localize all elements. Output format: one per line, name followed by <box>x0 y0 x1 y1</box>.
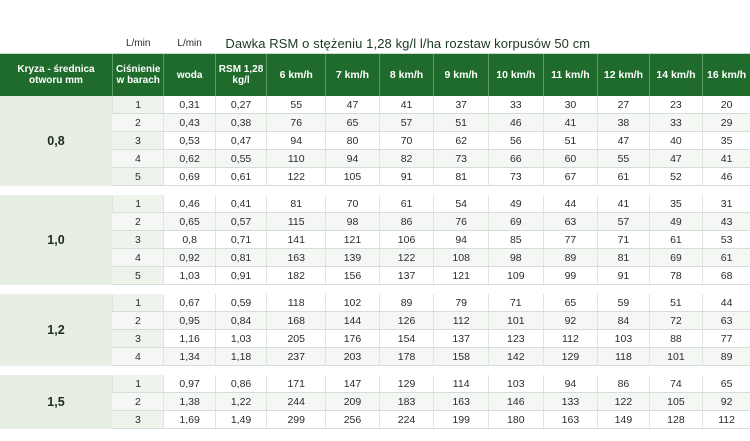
dose-cell: 77 <box>543 231 598 249</box>
dose-cell: 94 <box>434 231 489 249</box>
dose-cell: 73 <box>488 168 543 186</box>
dose-cell: 121 <box>326 231 380 249</box>
water-cell: 0,31 <box>164 96 215 114</box>
table-row <box>0 96 750 114</box>
rsm-cell: 0,86 <box>215 375 266 393</box>
dose-cell: 30 <box>543 96 598 114</box>
rsm-cell: 0,41 <box>215 195 266 213</box>
dose-cell: 237 <box>267 348 326 366</box>
dose-cell: 98 <box>488 249 543 267</box>
table-row <box>0 330 750 348</box>
dose-cell: 61 <box>598 168 649 186</box>
rsm-cell: 0,55 <box>215 150 266 168</box>
dose-cell: 74 <box>649 375 703 393</box>
rsm-cell: 0,59 <box>215 294 266 312</box>
dose-cell: 115 <box>267 213 326 231</box>
header-speed: 16 km/h <box>703 54 750 97</box>
dose-cell: 63 <box>543 213 598 231</box>
dose-cell: 76 <box>267 114 326 132</box>
dose-cell: 31 <box>703 195 750 213</box>
dose-cell: 94 <box>543 375 598 393</box>
water-cell: 0,65 <box>164 213 215 231</box>
header-speed: 7 km/h <box>326 54 380 97</box>
dose-cell: 114 <box>434 375 489 393</box>
pressure-cell: 3 <box>112 132 163 150</box>
water-cell: 0,8 <box>164 231 215 249</box>
header-row <box>0 54 750 97</box>
dose-cell: 94 <box>326 150 380 168</box>
dosage-table <box>0 33 750 429</box>
rsm-cell: 1,49 <box>215 411 266 429</box>
dose-cell: 178 <box>379 348 434 366</box>
dose-cell: 77 <box>703 330 750 348</box>
dose-cell: 79 <box>434 294 489 312</box>
water-cell: 0,92 <box>164 249 215 267</box>
dose-cell: 41 <box>703 150 750 168</box>
rsm-cell: 0,84 <box>215 312 266 330</box>
table-row <box>0 132 750 150</box>
dose-cell: 46 <box>703 168 750 186</box>
dose-cell: 65 <box>326 114 380 132</box>
table-row <box>0 411 750 429</box>
rsm-cell: 0,27 <box>215 96 266 114</box>
group-separator <box>0 366 750 376</box>
dose-cell: 40 <box>649 132 703 150</box>
dose-cell: 118 <box>267 294 326 312</box>
dose-cell: 109 <box>488 267 543 285</box>
table-row <box>0 348 750 366</box>
pressure-cell: 5 <box>112 267 163 285</box>
header-speed: 14 km/h <box>649 54 703 97</box>
pressure-cell: 1 <box>112 294 163 312</box>
table-row <box>0 114 750 132</box>
header-speed: 8 km/h <box>379 54 434 97</box>
dose-cell: 43 <box>703 213 750 231</box>
dose-cell: 102 <box>326 294 380 312</box>
dose-cell: 35 <box>649 195 703 213</box>
rsm-cell: 0,81 <box>215 249 266 267</box>
header-speed: 6 km/h <box>267 54 326 97</box>
dose-cell: 183 <box>379 393 434 411</box>
unit-label-woda: L/min <box>164 33 215 54</box>
pressure-cell: 3 <box>112 411 163 429</box>
dose-cell: 156 <box>326 267 380 285</box>
dose-cell: 47 <box>649 150 703 168</box>
pressure-cell: 4 <box>112 150 163 168</box>
dose-cell: 171 <box>267 375 326 393</box>
kryza-cell: 1,0 <box>0 195 112 285</box>
dose-cell: 53 <box>703 231 750 249</box>
table-row <box>0 150 750 168</box>
dose-cell: 203 <box>326 348 380 366</box>
dose-cell: 110 <box>267 150 326 168</box>
dose-cell: 122 <box>267 168 326 186</box>
dose-cell: 123 <box>488 330 543 348</box>
dose-cell: 71 <box>488 294 543 312</box>
dose-cell: 23 <box>649 96 703 114</box>
dose-cell: 33 <box>488 96 543 114</box>
header-woda: woda <box>164 54 215 97</box>
dose-cell: 137 <box>434 330 489 348</box>
dose-cell: 105 <box>649 393 703 411</box>
dose-cell: 176 <box>326 330 380 348</box>
dose-cell: 112 <box>543 330 598 348</box>
unit-label-cisnienie: L/min <box>112 33 163 54</box>
dose-cell: 112 <box>434 312 489 330</box>
pressure-cell: 1 <box>112 96 163 114</box>
dose-cell: 47 <box>326 96 380 114</box>
water-cell: 1,34 <box>164 348 215 366</box>
water-cell: 0,46 <box>164 195 215 213</box>
rsm-cell: 1,18 <box>215 348 266 366</box>
dose-cell: 91 <box>598 267 649 285</box>
dose-cell: 92 <box>543 312 598 330</box>
table-title: Dawka RSM o stężeniu 1,28 kg/l l/ha rozstaw korpusów 50 cm <box>215 33 750 54</box>
kryza-cell: 1,5 <box>0 375 112 429</box>
dose-cell: 101 <box>649 348 703 366</box>
dose-cell: 133 <box>543 393 598 411</box>
group-separator <box>0 186 750 196</box>
dose-cell: 84 <box>598 312 649 330</box>
dose-cell: 56 <box>488 132 543 150</box>
pressure-cell: 4 <box>112 249 163 267</box>
dose-cell: 118 <box>598 348 649 366</box>
dose-cell: 154 <box>379 330 434 348</box>
table-row <box>0 393 750 411</box>
dose-cell: 35 <box>703 132 750 150</box>
water-cell: 1,16 <box>164 330 215 348</box>
dose-cell: 61 <box>703 249 750 267</box>
table-body <box>0 96 750 429</box>
dose-cell: 128 <box>649 411 703 429</box>
table-row <box>0 294 750 312</box>
dose-cell: 146 <box>488 393 543 411</box>
dose-cell: 81 <box>434 168 489 186</box>
dose-cell: 106 <box>379 231 434 249</box>
dose-cell: 55 <box>267 96 326 114</box>
dose-cell: 44 <box>703 294 750 312</box>
dose-cell: 71 <box>598 231 649 249</box>
water-cell: 0,53 <box>164 132 215 150</box>
water-cell: 0,95 <box>164 312 215 330</box>
water-cell: 0,67 <box>164 294 215 312</box>
group-separator <box>0 285 750 295</box>
pressure-cell: 1 <box>112 195 163 213</box>
dose-cell: 98 <box>326 213 380 231</box>
dose-cell: 66 <box>488 150 543 168</box>
pressure-cell: 2 <box>112 393 163 411</box>
dose-cell: 299 <box>267 411 326 429</box>
dose-cell: 82 <box>379 150 434 168</box>
dose-cell: 80 <box>326 132 380 150</box>
dose-cell: 158 <box>434 348 489 366</box>
header-kryza: Kryza - średnica otworu mm <box>0 54 112 97</box>
kryza-cell: 0,8 <box>0 96 112 186</box>
rsm-cell: 0,47 <box>215 132 266 150</box>
dose-cell: 81 <box>598 249 649 267</box>
water-cell: 0,43 <box>164 114 215 132</box>
dose-cell: 69 <box>649 249 703 267</box>
dose-cell: 59 <box>598 294 649 312</box>
dose-cell: 69 <box>488 213 543 231</box>
dose-cell: 89 <box>703 348 750 366</box>
dose-cell: 122 <box>598 393 649 411</box>
dose-cell: 51 <box>649 294 703 312</box>
dose-cell: 57 <box>379 114 434 132</box>
units-row <box>0 33 750 54</box>
rsm-cell: 0,91 <box>215 267 266 285</box>
table-row <box>0 195 750 213</box>
dose-cell: 60 <box>543 150 598 168</box>
dose-cell: 51 <box>543 132 598 150</box>
dose-cell: 65 <box>703 375 750 393</box>
water-cell: 0,69 <box>164 168 215 186</box>
pressure-cell: 4 <box>112 348 163 366</box>
kryza-cell: 1,2 <box>0 294 112 366</box>
table-row <box>0 231 750 249</box>
dose-cell: 103 <box>488 375 543 393</box>
dose-cell: 122 <box>379 249 434 267</box>
water-cell: 1,38 <box>164 393 215 411</box>
dose-cell: 47 <box>598 132 649 150</box>
pressure-cell: 2 <box>112 213 163 231</box>
dose-cell: 182 <box>267 267 326 285</box>
table-row <box>0 168 750 186</box>
rsm-cell: 1,03 <box>215 330 266 348</box>
dose-cell: 62 <box>434 132 489 150</box>
dose-cell: 73 <box>434 150 489 168</box>
pressure-cell: 2 <box>112 312 163 330</box>
header-speed: 10 km/h <box>488 54 543 97</box>
dose-cell: 41 <box>598 195 649 213</box>
dose-cell: 29 <box>703 114 750 132</box>
water-cell: 1,03 <box>164 267 215 285</box>
rsm-cell: 0,71 <box>215 231 266 249</box>
dose-cell: 70 <box>379 132 434 150</box>
dose-cell: 180 <box>488 411 543 429</box>
header-speed: 12 km/h <box>598 54 649 97</box>
dose-cell: 89 <box>379 294 434 312</box>
pressure-cell: 1 <box>112 375 163 393</box>
dose-cell: 55 <box>598 150 649 168</box>
dose-cell: 112 <box>703 411 750 429</box>
dose-cell: 101 <box>488 312 543 330</box>
dose-cell: 38 <box>598 114 649 132</box>
dose-cell: 37 <box>434 96 489 114</box>
dose-cell: 105 <box>326 168 380 186</box>
rsm-cell: 0,61 <box>215 168 266 186</box>
pressure-cell: 5 <box>112 168 163 186</box>
dose-cell: 137 <box>379 267 434 285</box>
pressure-cell: 3 <box>112 231 163 249</box>
dose-cell: 142 <box>488 348 543 366</box>
dose-cell: 163 <box>543 411 598 429</box>
dose-cell: 149 <box>598 411 649 429</box>
dose-cell: 89 <box>543 249 598 267</box>
dose-cell: 61 <box>649 231 703 249</box>
table-row <box>0 312 750 330</box>
dose-cell: 108 <box>434 249 489 267</box>
dose-cell: 129 <box>379 375 434 393</box>
table-row <box>0 267 750 285</box>
dose-cell: 163 <box>434 393 489 411</box>
dose-cell: 121 <box>434 267 489 285</box>
dose-cell: 244 <box>267 393 326 411</box>
dose-cell: 99 <box>543 267 598 285</box>
dose-cell: 81 <box>267 195 326 213</box>
dose-cell: 49 <box>649 213 703 231</box>
dose-cell: 129 <box>543 348 598 366</box>
water-cell: 0,62 <box>164 150 215 168</box>
pressure-cell: 2 <box>112 114 163 132</box>
dose-cell: 78 <box>649 267 703 285</box>
units-blank <box>0 33 112 54</box>
dose-cell: 86 <box>598 375 649 393</box>
dose-cell: 94 <box>267 132 326 150</box>
dose-cell: 168 <box>267 312 326 330</box>
dose-cell: 139 <box>326 249 380 267</box>
group-separator-cell <box>0 285 750 295</box>
dose-cell: 76 <box>434 213 489 231</box>
header-speed: 11 km/h <box>543 54 598 97</box>
dose-cell: 52 <box>649 168 703 186</box>
pressure-cell: 3 <box>112 330 163 348</box>
rsm-cell: 0,38 <box>215 114 266 132</box>
dose-cell: 72 <box>649 312 703 330</box>
header-cisnienie: Ciśnienie w barach <box>112 54 163 97</box>
dose-cell: 68 <box>703 267 750 285</box>
group-separator-cell <box>0 186 750 196</box>
dose-cell: 27 <box>598 96 649 114</box>
dose-cell: 205 <box>267 330 326 348</box>
dose-cell: 44 <box>543 195 598 213</box>
table-row <box>0 213 750 231</box>
dose-cell: 103 <box>598 330 649 348</box>
dose-cell: 224 <box>379 411 434 429</box>
dose-cell: 92 <box>703 393 750 411</box>
dose-cell: 67 <box>543 168 598 186</box>
rsm-cell: 0,57 <box>215 213 266 231</box>
dose-cell: 147 <box>326 375 380 393</box>
table-row <box>0 249 750 267</box>
dose-cell: 256 <box>326 411 380 429</box>
dose-cell: 163 <box>267 249 326 267</box>
dose-cell: 91 <box>379 168 434 186</box>
water-cell: 0,97 <box>164 375 215 393</box>
dose-cell: 86 <box>379 213 434 231</box>
dose-cell: 126 <box>379 312 434 330</box>
header-rsm: RSM 1,28 kg/l <box>215 54 266 97</box>
group-separator-cell <box>0 366 750 376</box>
dose-cell: 20 <box>703 96 750 114</box>
dose-cell: 41 <box>379 96 434 114</box>
dose-cell: 51 <box>434 114 489 132</box>
dose-cell: 209 <box>326 393 380 411</box>
dose-cell: 85 <box>488 231 543 249</box>
dose-cell: 144 <box>326 312 380 330</box>
dose-cell: 41 <box>543 114 598 132</box>
dose-cell: 46 <box>488 114 543 132</box>
dose-cell: 88 <box>649 330 703 348</box>
dose-cell: 70 <box>326 195 380 213</box>
table-row <box>0 375 750 393</box>
dose-cell: 49 <box>488 195 543 213</box>
header-speed: 9 km/h <box>434 54 489 97</box>
dose-cell: 63 <box>703 312 750 330</box>
dose-cell: 33 <box>649 114 703 132</box>
dose-cell: 65 <box>543 294 598 312</box>
dose-cell: 54 <box>434 195 489 213</box>
dose-cell: 199 <box>434 411 489 429</box>
rsm-cell: 1,22 <box>215 393 266 411</box>
dose-cell: 61 <box>379 195 434 213</box>
dose-cell: 141 <box>267 231 326 249</box>
water-cell: 1,69 <box>164 411 215 429</box>
dose-cell: 57 <box>598 213 649 231</box>
